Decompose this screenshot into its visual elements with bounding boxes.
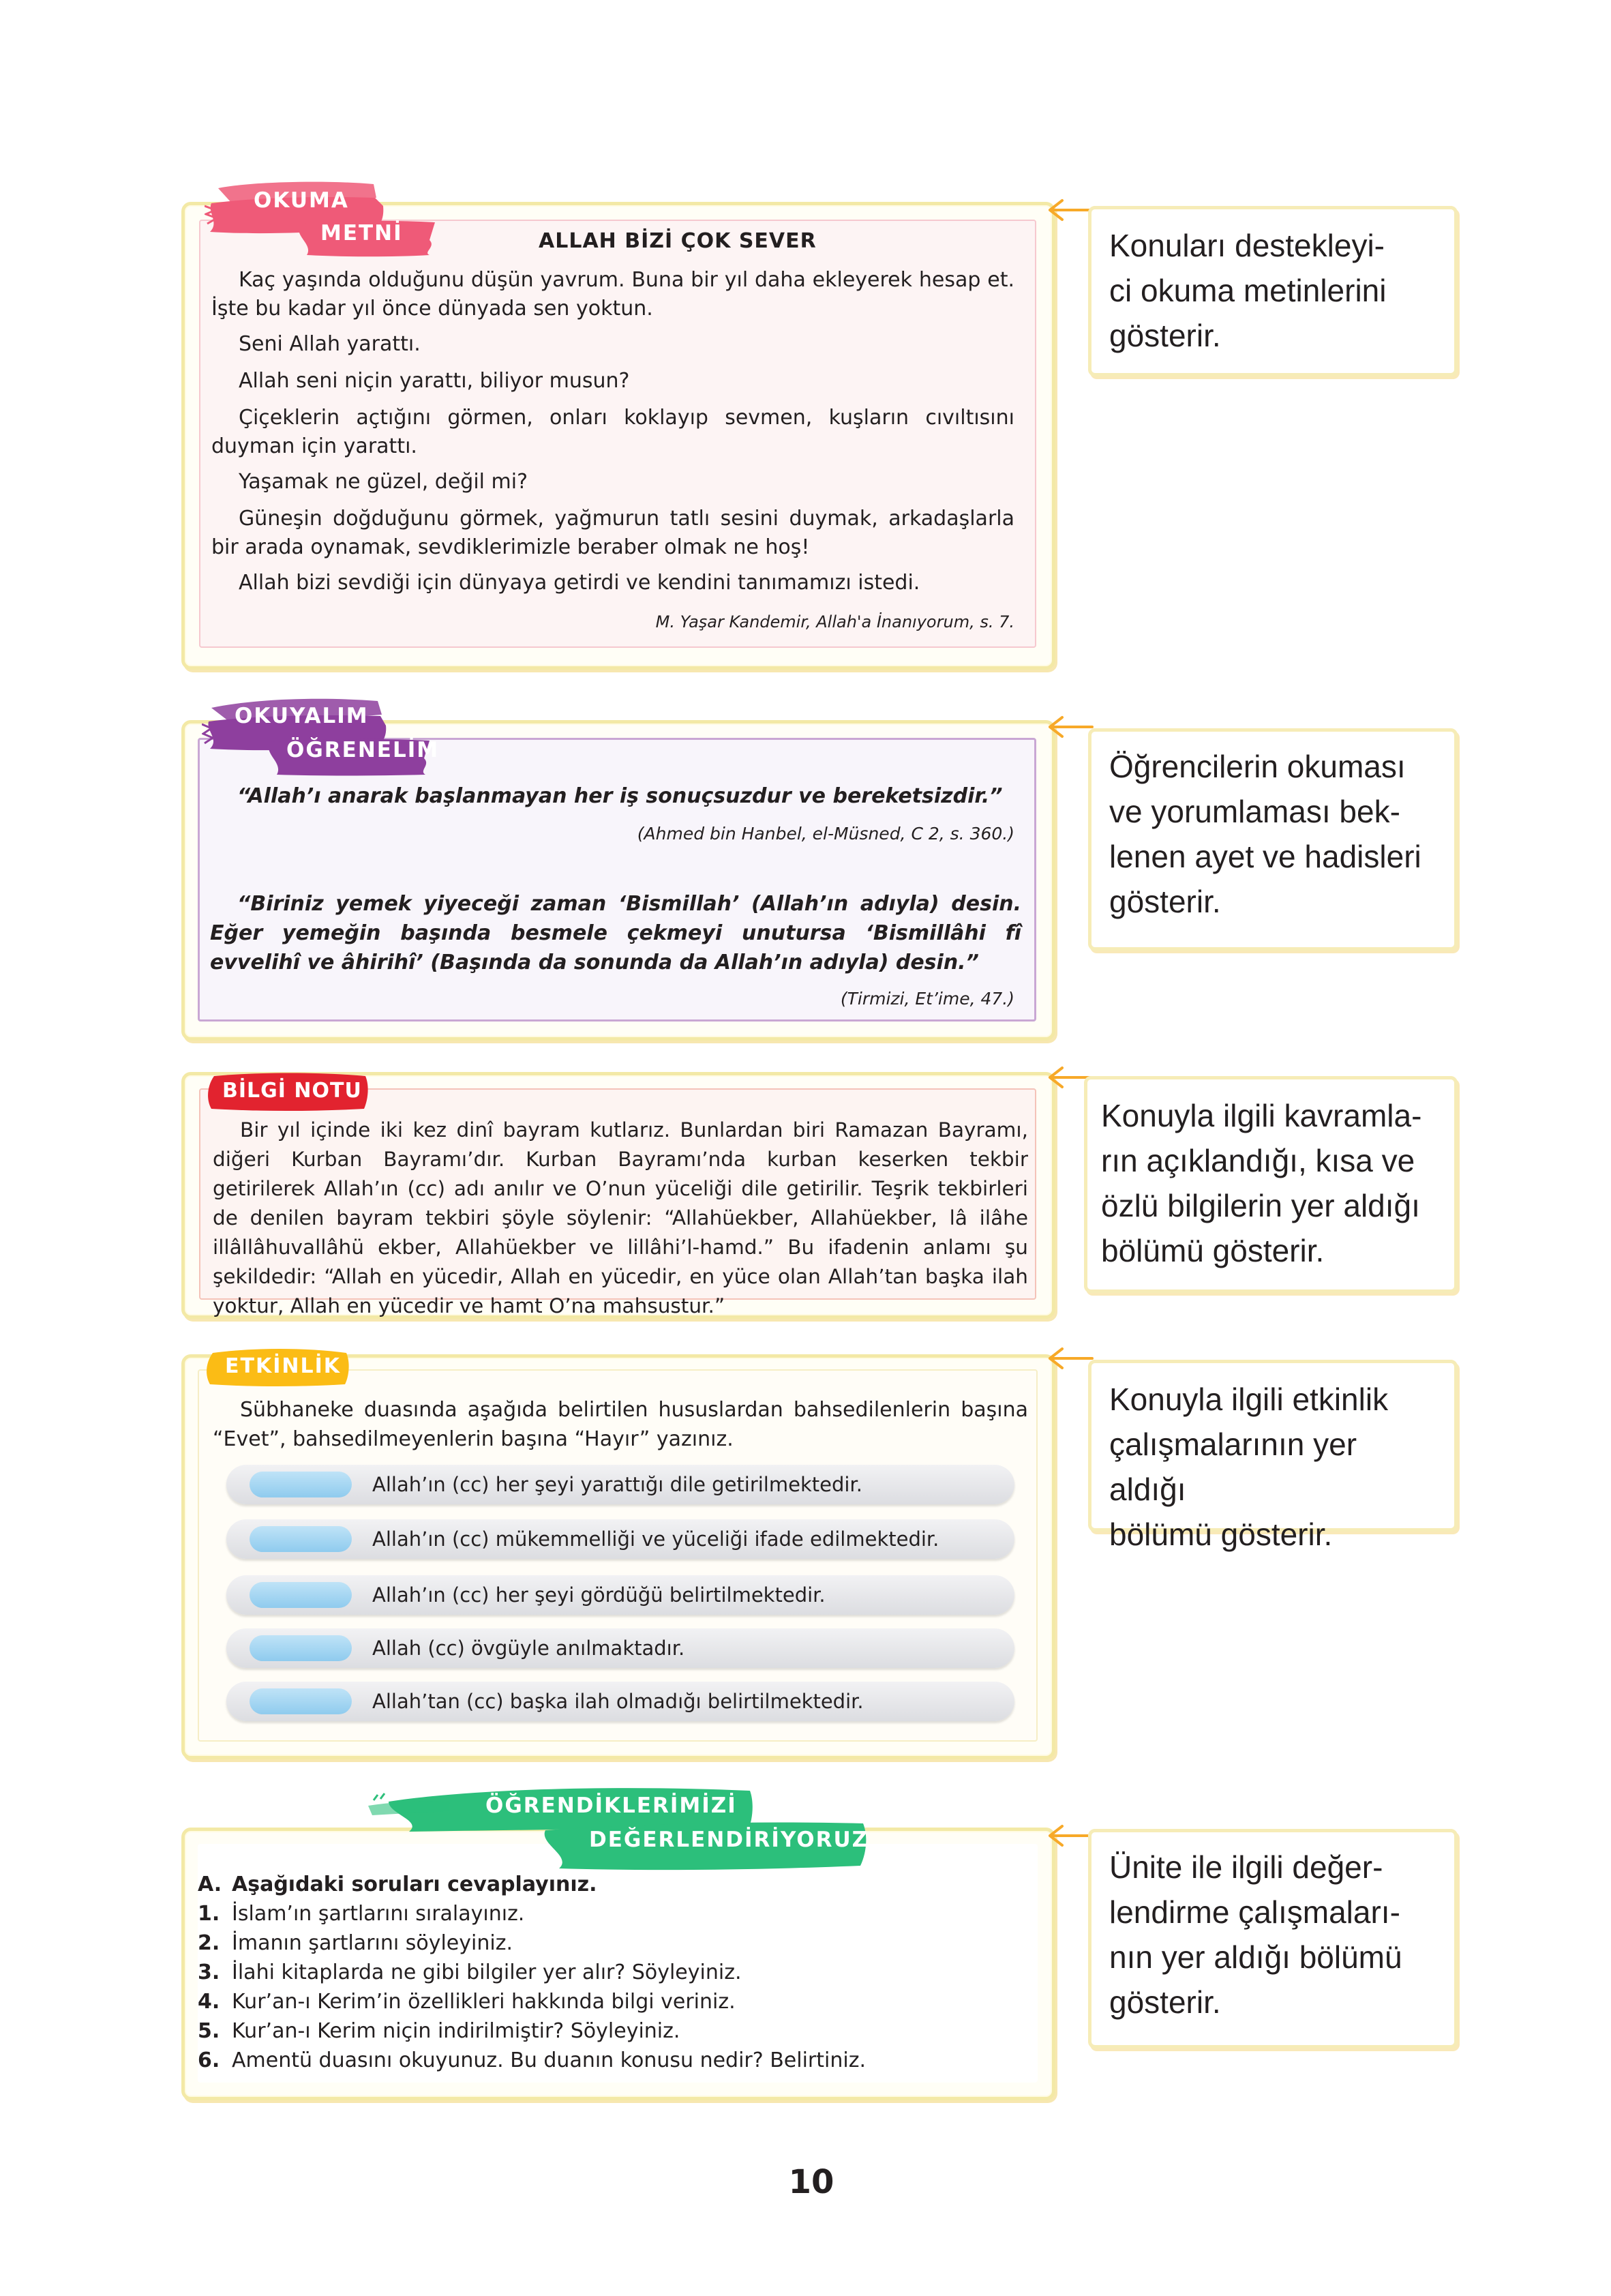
okuma-paragraph: Kaç yaşında olduğunu düşün yavrum. Buna bir yıl daha ekleyerek hesap et. İşte bu kadar yıl önce dünyada sen yoktun.	[211, 268, 1014, 320]
note-line: lenen ayet ve hadisleri	[1109, 839, 1421, 874]
bilgi-side-note	[1084, 1076, 1458, 1293]
answer-row-text: Allah’ın (cc) her şeyi yarattığı dile getirilmektedir.	[372, 1473, 862, 1496]
question-number: 4.	[198, 1990, 220, 2014]
note-line: özlü bilgilerin yer aldığı	[1101, 1188, 1420, 1223]
note-line: bölümü gösterir.	[1101, 1233, 1325, 1268]
note-line: gösterir.	[1109, 318, 1221, 353]
etkinlik-tag: ETKİNLİK	[225, 1354, 341, 1378]
answer-row-text: Allah (cc) övgüyle anılmaktadır.	[372, 1637, 685, 1660]
okuyalim-panel	[198, 738, 1036, 1022]
hadith-source-1: (Ahmed bin Hanbel, el-Müsned, C 2, s. 360.)	[637, 824, 1014, 844]
okuma-paragraph: Allah seni niçin yarattı, biliyor musun?	[239, 369, 630, 393]
okuma-paragraph: Çiçeklerin açtığını görmen, onları koklayıp sevmen, kuşların cıvıltısını duyman için yarattı.	[211, 406, 1014, 458]
note-line: lendirme çalışmaları-	[1109, 1894, 1400, 1930]
okuma-source: M. Yaşar Kandemir, Allah'a İnanıyorum, s. 7.	[655, 612, 1014, 631]
question-text: İmanın şartlarını söyleyiniz.	[232, 1931, 513, 1955]
etkinlik-instruction: Sübhaneke duasında aşağıda belirtilen hususlardan bahsedilenlerin başına “Evet”, bahsedilmeyenlerin başına “Hayır” yazınız.	[213, 1398, 1028, 1451]
heading-label: A.	[198, 1873, 222, 1896]
note-line: Konuyla ilgili kavramla-	[1101, 1098, 1422, 1133]
question-number: 1.	[198, 1902, 220, 1926]
note-line: Konuyla ilgili etkinlik	[1109, 1382, 1389, 1417]
answer-row[interactable]	[226, 1465, 1014, 1504]
okuma-text-block	[211, 266, 1014, 597]
degerlendirme-tag-line1: ÖĞRENDİKLERİMİZİ	[485, 1793, 737, 1818]
question-text: Amentü duasını okuyunuz. Bu duanın konusu nedir? Belirtiniz.	[232, 2048, 866, 2072]
questions-heading	[198, 1870, 866, 1899]
note-line: ve yorumlaması bek-	[1109, 794, 1400, 829]
note-line: çalışmalarının yer aldığı	[1109, 1427, 1357, 1507]
answer-row[interactable]	[226, 1575, 1014, 1615]
bilgi-text: Bir yıl içinde iki kez dinî bayram kutlarız. Bunlardan biri Ramazan Bayramı, diğeri Kurban Bayramı’dır. Kurban Bayramı’nda kurban keserken tekbir getirilerek Allah’ın (cc) adı anılır ve O’nun yüceliği dile getirilir. Teşrik tekbirleri de denilen bayram tekbiri şöyle söylenir: “Allahüekber, Allahüekber, lâ ilâhe illâllâhuvallâhü ekber, Allahüekber ve lillâhi’l-hamd.” Bu ifadenin anlamı şu şekildedir: “Allah en yücedir, Allah en yücedir, en yüce olan Allah’tan başka ilah yoktur, Allah en yücedir ve hamt O’na mahsustur.”	[213, 1118, 1028, 1317]
heading-text: Aşağıdaki soruları cevaplayınız.	[232, 1873, 597, 1896]
note-line: Konuları destekleyi-	[1109, 228, 1385, 263]
okuyalim-side-note	[1088, 728, 1458, 951]
okuma-title: ALLAH BİZİ ÇOK SEVER	[539, 229, 817, 253]
answer-row-text: Allah’ın (cc) her şeyi gördüğü belirtilmektedir.	[372, 1583, 826, 1607]
answer-row-text: Allah’ın (cc) mükemmelliği ve yüceliği ifade edilmektedir.	[372, 1527, 939, 1551]
note-line: Ünite ile ilgili değer-	[1109, 1849, 1383, 1885]
note-line: gösterir.	[1109, 1984, 1221, 2020]
page-number: 10	[788, 2163, 834, 2201]
etkinlik-side-note	[1088, 1360, 1458, 1552]
answer-input[interactable]	[250, 1526, 352, 1552]
okuyalim-tag-line1: OKUYALIM	[235, 704, 369, 728]
question-item	[198, 1899, 866, 1928]
okuma-paragraph: Yaşamak ne güzel, değil mi?	[239, 470, 528, 494]
answer-row[interactable]	[226, 1682, 1014, 1721]
question-item	[198, 1987, 866, 2016]
degerlendirme-questions	[198, 1870, 866, 2075]
okuma-tag-line1: OKUMA	[254, 188, 349, 213]
answer-row-text: Allah’tan (cc) başka ilah olmadığı belirtilmektedir.	[372, 1690, 864, 1713]
question-item	[198, 1928, 866, 1958]
question-item	[198, 2046, 866, 2075]
question-text: Kur’an-ı Kerim niçin indirilmiştir? Söyleyiniz.	[232, 2019, 680, 2043]
answer-row[interactable]	[226, 1628, 1014, 1668]
question-text: Kur’an-ı Kerim’in özellikleri hakkında bilgi veriniz.	[232, 1990, 736, 2014]
note-line: nın yer aldığı bölümü	[1109, 1939, 1402, 1975]
okuma-paragraph: Seni Allah yarattı.	[239, 332, 421, 356]
question-number: 6.	[198, 2048, 220, 2072]
bilgi-tag: BİLGİ NOTU	[222, 1079, 362, 1103]
okuma-side-note	[1088, 206, 1458, 376]
okuma-paragraph: Allah bizi sevdiği için dünyaya getirdi ve kendini tanımamızı istedi.	[239, 571, 920, 595]
answer-input[interactable]	[250, 1635, 352, 1661]
question-item	[198, 1958, 866, 1987]
answer-input[interactable]	[250, 1472, 352, 1497]
question-number: 5.	[198, 2019, 220, 2043]
question-number: 2.	[198, 1931, 220, 1955]
hadith-source-2: (Tirmizi, Et’ime, 47.)	[840, 989, 1014, 1009]
note-line: rın açıklandığı, kısa ve	[1101, 1143, 1415, 1178]
question-number: 3.	[198, 1960, 220, 1984]
answer-row[interactable]	[226, 1519, 1014, 1559]
question-text: İlahi kitaplarda ne gibi bilgiler yer alır? Söyleyiniz.	[232, 1960, 742, 1984]
hadith-quote-2: “Biriniz yemek yiyeceği zaman ‘Bismillah’ (Allah’ın adıyla) desin. Eğer yemeğin başında besmele çekmeyi unutursa ‘Bismillâhi fî evvelihî ve âhirihî’ (Başında da sonunda da Allah’ın adıyla) desin.”	[210, 892, 1021, 974]
degerlendirme-side-note	[1088, 1829, 1458, 2048]
okuma-paragraph: Güneşin doğduğunu görmek, yağmurun tatlı sesini duymak, arkadaşlarla bir arada oynamak, sevdiklerimizle beraber olmak ne hoş!	[211, 507, 1014, 559]
hadith-quote-1: “Allah’ı anarak başlanmayan her iş sonuçsuzdur ve bereketsizdir.”	[237, 784, 1003, 808]
note-line: ci okuma metinlerini	[1109, 273, 1387, 308]
okuyalim-tag-line2: ÖĞRENELİM	[286, 738, 440, 762]
question-item	[198, 2016, 866, 2046]
question-text: İslam’ın şartlarını sıralayınız.	[232, 1902, 525, 1926]
note-line: Öğrencilerin okuması	[1109, 749, 1406, 784]
note-line: bölümü gösterir.	[1109, 1517, 1333, 1552]
note-line: gösterir.	[1109, 884, 1221, 919]
degerlendirme-tag-line2: DEĞERLENDİRİYORUZ	[589, 1828, 869, 1852]
answer-input[interactable]	[250, 1688, 352, 1714]
okuma-tag-line2: METNİ	[320, 221, 403, 245]
answer-input[interactable]	[250, 1582, 352, 1608]
